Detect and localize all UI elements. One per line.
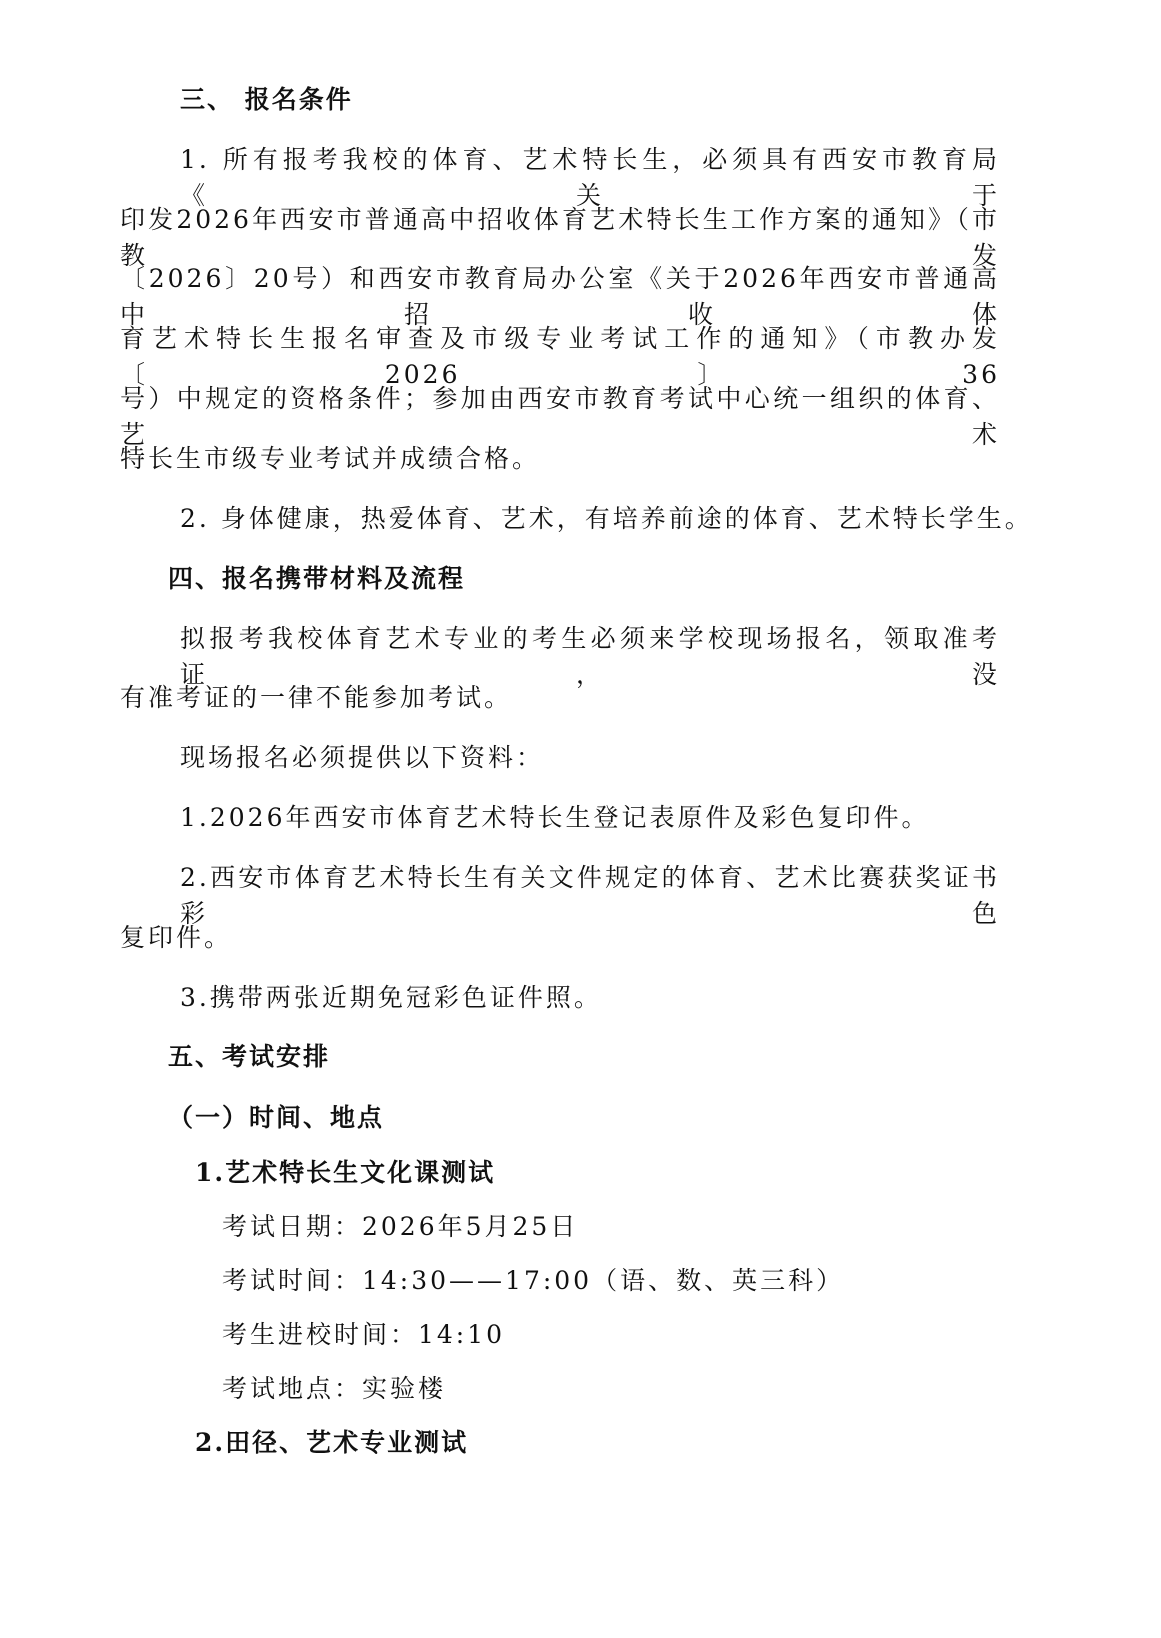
s3-item1-line5: 号）中规定的资格条件；参加由西安市教育考试中心统一组织的体育、艺术 (120, 384, 1000, 449)
s4-item2-line1: 2.西安市体育艺术特长生有关文件规定的体育、艺术比赛获奖证书彩色 (180, 863, 1000, 928)
s4-p2: 现场报名必须提供以下资料： (180, 743, 545, 772)
s4-p1-line1: 拟报考我校体育艺术专业的考生必须来学校现场报名，领取准考证，没 (180, 624, 1000, 689)
s5-sub1-item2-heading: 2.田径、艺术专业测试 (195, 1428, 469, 1457)
s3-item1-line1: 1. 所有报考我校的体育、艺术特长生，必须具有西安市教育局《关于 (180, 145, 1000, 210)
exam-date: 考试日期：2026年5月25日 (222, 1212, 579, 1241)
s3-item1-line6: 特长生市级专业考试并成绩合格。 (120, 444, 541, 473)
section-4-heading: 四、报名携带材料及流程 (168, 564, 466, 593)
exam-time: 考试时间：14:30——17:00（语、数、英三科） (222, 1266, 845, 1295)
s3-item1-line4: 育艺术特长生报名审查及市级专业考试工作的通知》（市教办发〔2026〕36 (120, 324, 1000, 389)
s4-p1-line2: 有准考证的一律不能参加考试。 (120, 683, 513, 712)
s4-item1: 1.2026年西安市体育艺术特长生登记表原件及彩色复印件。 (180, 803, 930, 832)
section-5-subheading-1: （一）时间、地点 (168, 1103, 385, 1132)
entry-time: 考生进校时间：14:10 (222, 1320, 506, 1349)
section-5-heading: 五、考试安排 (168, 1042, 331, 1071)
s3-item2: 2. 身体健康，热爱体育、艺术，有培养前途的体育、艺术特长学生。 (180, 504, 1033, 533)
exam-location: 考试地点：实验楼 (222, 1374, 447, 1403)
s4-item3: 3.携带两张近期免冠彩色证件照。 (180, 983, 602, 1012)
s3-item1-line2: 印发2026年西安市普通高中招收体育艺术特长生工作方案的通知》（市教发 (120, 205, 1000, 270)
section-3-heading: 三、 报名条件 (180, 85, 353, 114)
s5-sub1-item1-heading: 1.艺术特长生文化课测试 (195, 1158, 496, 1187)
s3-item1-line3: 〔2026〕20号）和西安市教育局办公室《关于2026年西安市普通高中招收体 (120, 264, 1000, 329)
s4-item2-line2: 复印件。 (120, 923, 233, 952)
